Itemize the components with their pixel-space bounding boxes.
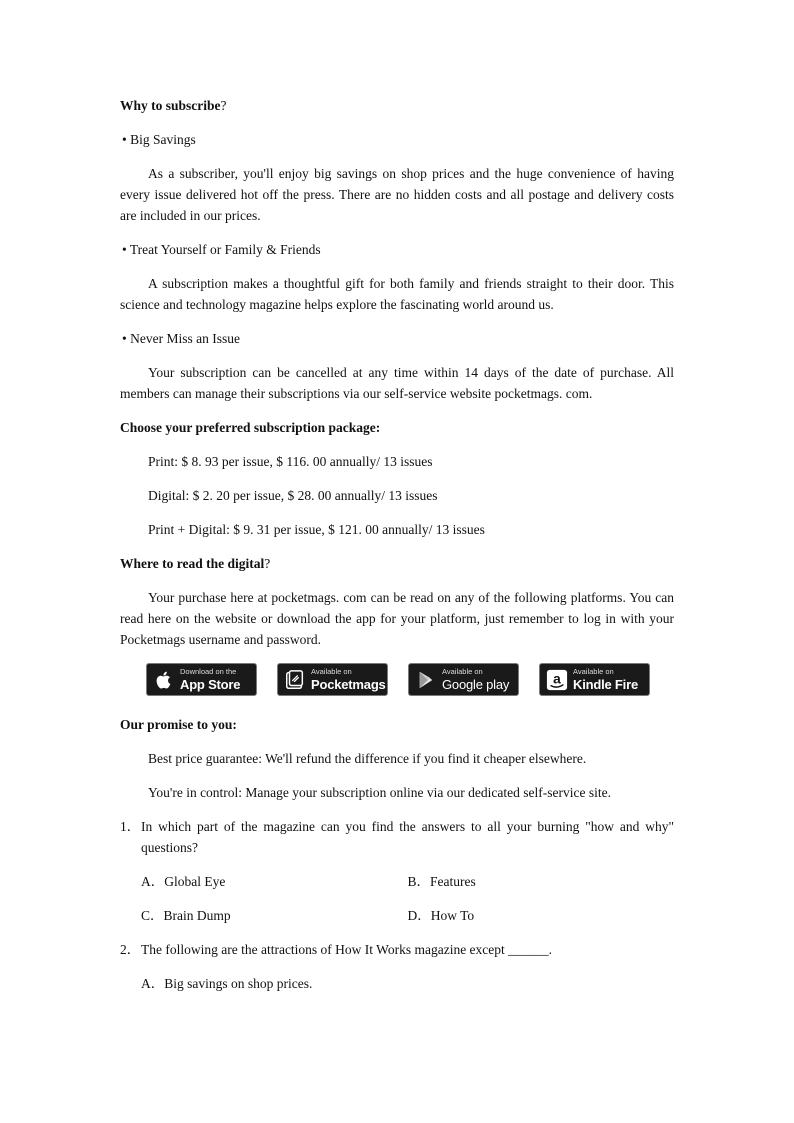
- bullet-never-miss: • Never Miss an Issue: [122, 331, 240, 346]
- bullet-treat-yourself: • Treat Yourself or Family & Friends: [122, 242, 321, 257]
- question-1-options-row-2: [141, 905, 674, 926]
- google-play-badge[interactable]: [408, 663, 519, 696]
- google-play-big-text: Google play: [442, 676, 510, 692]
- google-play-small-text: Available on: [442, 667, 483, 677]
- promise-heading: Our promise to you:: [120, 717, 237, 732]
- question-2-text: The following are the attractions of How It Works magazine except ______.: [141, 942, 553, 957]
- apple-icon: [153, 669, 175, 691]
- bullet-big-savings: • Big Savings: [122, 132, 196, 147]
- package-print-digital: Print + Digital: $ 9. 31 per issue, $ 121. 00 annually/ 13 issues: [148, 522, 485, 537]
- app-store-big-text: App Store: [180, 676, 241, 692]
- paragraph-gift: A subscription makes a thoughtful gift for both family and friends straight to their door. This science and technology magazine helps explore the fascinating world around us.: [120, 276, 674, 312]
- amazon-icon: [546, 669, 568, 691]
- pocketmags-big-text: Pocketmags: [311, 676, 386, 692]
- question-1-option-d: D．How To: [407, 908, 475, 923]
- pocketmags-badge[interactable]: [277, 663, 388, 696]
- package-print: Print: $ 8. 93 per issue, $ 116. 00 annually/ 13 issues: [148, 454, 433, 469]
- question-1-option-a: A．Global Eye: [141, 874, 226, 889]
- package-heading: Choose your preferred subscription package:: [120, 420, 381, 435]
- question-1-option-c: C．Brain Dump: [141, 908, 231, 923]
- document-content: [120, 95, 674, 1007]
- svg-text:a: a: [553, 671, 561, 687]
- question-2-options-row-1: [141, 973, 674, 994]
- why-subscribe-heading: Why to subscribe?: [120, 98, 227, 113]
- promise-item-price: Best price guarantee: We'll refund the difference if you find it cheaper elsewhere.: [148, 751, 587, 766]
- question-2-number: 2．: [120, 942, 141, 957]
- kindle-fire-big-text: Kindle Fire: [573, 676, 638, 692]
- question-1-options-row-1: [141, 871, 674, 892]
- pocketmags-icon: [284, 669, 306, 691]
- paragraph-platforms: Your purchase here at pocketmags. com can be read on any of the following platforms. You can read here on the website or download the app for your platform, just remember to log in with your Pocketmags username and password.: [120, 590, 674, 647]
- app-store-small-text: Download on the: [180, 667, 237, 677]
- paragraph-big-savings: As a subscriber, you'll enjoy big savings on shop prices and the huge convenience of having every issue delivered hot off the press. There are no hidden costs and all postage and delivery costs are included in our prices.: [120, 166, 674, 223]
- question-1-text: In which part of the magazine can you find the answers to all your burning "how and why" questions?: [141, 819, 674, 855]
- question-1: [120, 816, 674, 858]
- pocketmags-small-text: Available on: [311, 667, 352, 677]
- where-to-read-heading: Where to read the digital?: [120, 556, 271, 571]
- question-2-option-a: A．Big savings on shop prices.: [141, 976, 313, 991]
- question-1-number: 1．: [120, 819, 141, 834]
- package-digital: Digital: $ 2. 20 per issue, $ 28. 00 annually/ 13 issues: [148, 488, 438, 503]
- question-2: [120, 939, 674, 960]
- google-play-icon: [415, 669, 437, 691]
- kindle-fire-small-text: Available on: [573, 667, 614, 677]
- question-1-option-b: B．Features: [407, 874, 476, 889]
- paragraph-cancel: Your subscription can be cancelled at any time within 14 days of the date of purchase. All members can manage their subscriptions via our self-service website pocketmags. com.: [120, 365, 674, 401]
- app-store-badge[interactable]: [146, 663, 257, 696]
- platform-badges: [146, 663, 674, 696]
- promise-item-control: You're in control: Manage your subscription online via our dedicated self-service site.: [148, 785, 611, 800]
- kindle-fire-badge[interactable]: [539, 663, 650, 696]
